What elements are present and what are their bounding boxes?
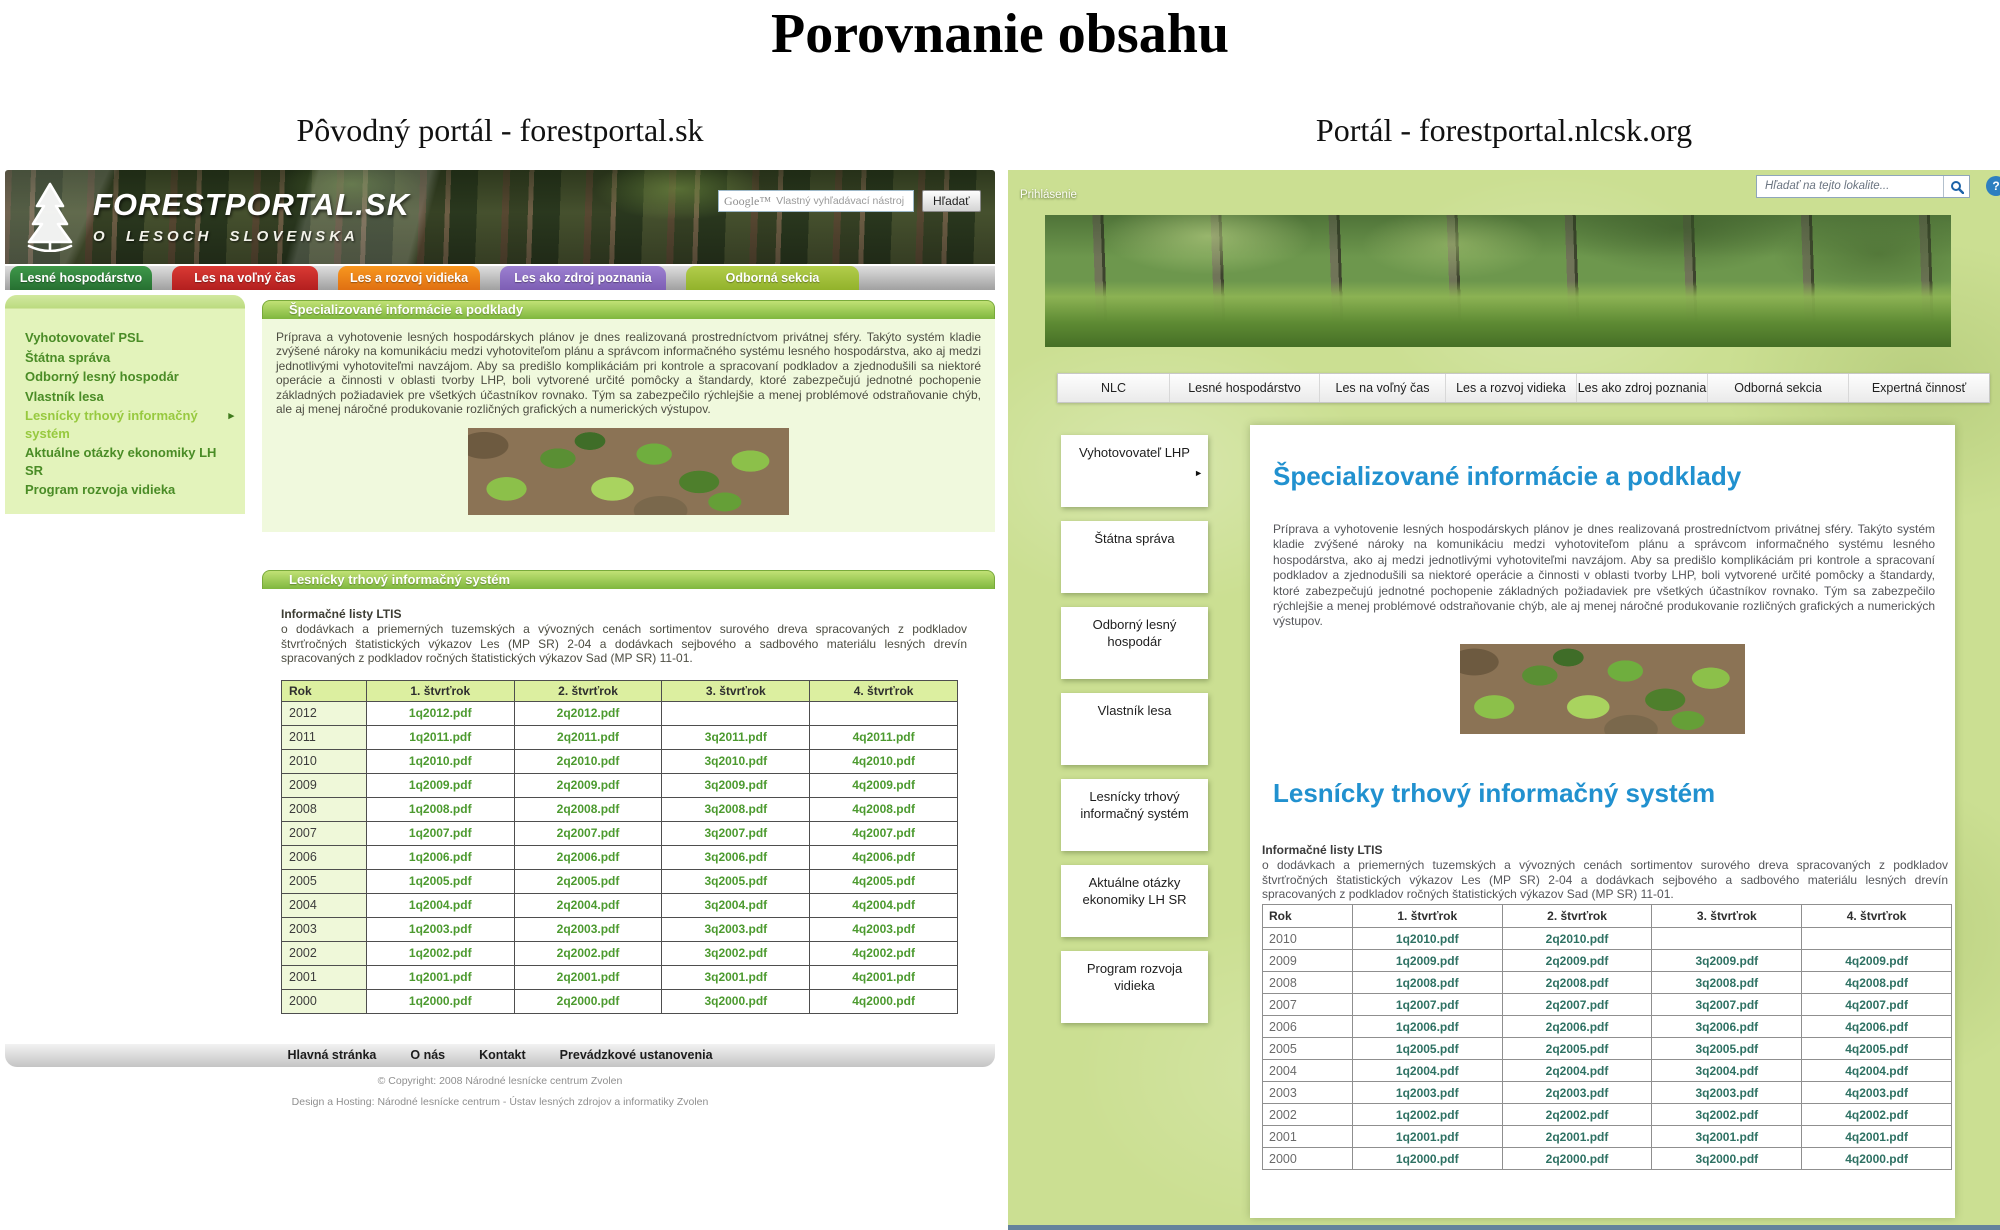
pdf-link[interactable]: 3q2004.pdf [1652, 1060, 1802, 1082]
pdf-link[interactable]: 4q2008.pdf [1802, 972, 1952, 994]
sidebar-box-aktualne-otazky[interactable]: Aktuálne otázky ekonomiky LH SR [1061, 865, 1208, 937]
year-cell: 2005 [1263, 1038, 1353, 1060]
left-section2-header: Lesnícky trhový informačný systém [262, 570, 995, 589]
sidebar-box-vlastnik-lesa[interactable]: Vlastník lesa [1061, 693, 1208, 765]
pdf-link[interactable]: 1q2010.pdf [366, 749, 514, 773]
pdf-link[interactable]: 3q2002.pdf [1652, 1104, 1802, 1126]
pdf-link[interactable]: 2q2010.pdf [514, 749, 662, 773]
ltis-heading: Informačné listy LTIS [1262, 842, 1383, 857]
table-row [1263, 1148, 1952, 1170]
year-cell: 2002 [1263, 1104, 1353, 1126]
copyright-line: © Copyright: 2008 Národné lesnícke centrum Zvolen [377, 1074, 623, 1087]
pdf-link[interactable]: 1q2008.pdf [366, 797, 514, 821]
pdf-link[interactable]: 3q2010.pdf [662, 749, 810, 773]
right-tab-les-na-volny-cas[interactable]: Les na voľný čas [1320, 374, 1446, 402]
pdf-link[interactable]: 3q2007.pdf [662, 821, 810, 845]
year-cell: 2000 [282, 989, 367, 1013]
left-tab-odborna-sekcia[interactable]: Odborná sekcia [686, 266, 859, 290]
left-ltis-table [281, 680, 958, 1014]
left-main-nav [5, 266, 995, 290]
page-title: Porovnanie obsahu [771, 3, 1229, 65]
pdf-link[interactable]: 2q2003.pdf [514, 917, 662, 941]
left-search-button[interactable]: Hľadať [922, 190, 981, 212]
pdf-link[interactable]: 3q2009.pdf [662, 773, 810, 797]
forestportal-sk-screenshot [5, 170, 995, 1109]
pdf-link[interactable]: 1q2003.pdf [366, 917, 514, 941]
search-icon[interactable] [1943, 176, 1969, 197]
right-section2-heading: Lesnícky trhový informačný systém [1273, 777, 1716, 808]
pdf-link[interactable]: 1q2002.pdf [1352, 1104, 1502, 1126]
table-row [1263, 950, 1952, 972]
col-header-rok: Rok [1263, 905, 1353, 928]
pdf-link[interactable]: 1q2005.pdf [1352, 1038, 1502, 1060]
pdf-link[interactable]: 1q2001.pdf [366, 965, 514, 989]
year-cell: 2001 [1263, 1126, 1353, 1148]
table-row [282, 965, 958, 989]
header-row [1263, 905, 1952, 928]
col-header-rok: Rok [282, 680, 367, 701]
right-tab-odborna-sekcia[interactable]: Odborná sekcia [1708, 374, 1849, 402]
pdf-link[interactable]: 4q2003.pdf [810, 917, 958, 941]
pdf-link[interactable]: 4q2009.pdf [810, 773, 958, 797]
year-cell: 2000 [1263, 1148, 1353, 1170]
sidebar-item-odborny-lesny-hospodar[interactable]: Odborný lesný hospodár [25, 369, 179, 384]
year-cell: 2007 [1263, 994, 1353, 1016]
pdf-link[interactable] [1802, 928, 1952, 950]
pdf-link[interactable]: 2q2011.pdf [514, 725, 662, 749]
pdf-link[interactable]: 2q2000.pdf [514, 989, 662, 1013]
leaves-photo [468, 428, 789, 515]
sidebar-box-program-rozvoja-vidieka[interactable]: Program rozvoja vidieka [1061, 951, 1208, 1023]
pdf-link[interactable]: 4q2001.pdf [810, 965, 958, 989]
table-row [1263, 994, 1952, 1016]
table-row [282, 821, 958, 845]
left-table-body [282, 701, 958, 1013]
sidebar-item-statna-sprava[interactable]: Štátna správa [25, 349, 111, 365]
table-row [282, 893, 958, 917]
pdf-link[interactable]: 1q2002.pdf [366, 941, 514, 965]
pdf-link[interactable]: 2q2007.pdf [1502, 994, 1652, 1016]
pdf-link[interactable]: 1q2006.pdf [366, 845, 514, 869]
year-cell: 2003 [1263, 1082, 1353, 1104]
pdf-link[interactable]: 3q2000.pdf [662, 989, 810, 1013]
pdf-link[interactable]: 4q2005.pdf [810, 869, 958, 893]
pdf-link[interactable]: 3q2009.pdf [1652, 950, 1802, 972]
right-tab-les-ako-zdroj-poznania[interactable]: Les ako zdroj poznania [1577, 374, 1708, 402]
right-search [1756, 175, 1970, 198]
right-intro-paragraph: Príprava a vyhotovenie lesných hospodárskych plánov je dnes realizovaná prostredníctvom privátnej sféry. Takýto systém kladie zvýšené nároky na komunikáciu medzi vyhotoviteľom plánu a správcom informačného systému lesného hospodárstva, ako aj medzi jednotlivými vyhotoviteľmi navzájom. Aby sa predišlo komplikáciám pri kontrole a spracovaní podkladov a zjednodušili sa niektoré operácie a činnosti v oblasti tvorby LHP, boli vytvorené určité pomôcky a štandardy, ktoré zabezpečujú jednotné pochopenie základných požiadaviek pre všetkých účastníkov rovnako. Tým sa zabezpečilo rýchlejšie a menej problémové odstraňovanie chýb, ale aj menej náročné produkovanie rozličných grafických a numerických výstupov. [1273, 522, 1935, 629]
pdf-link[interactable]: 1q2004.pdf [366, 893, 514, 917]
left-tab-les-a-rozvoj-vidieka[interactable]: Les a rozvoj vidieka [338, 266, 480, 290]
pdf-link[interactable]: 1q2001.pdf [1352, 1126, 1502, 1148]
pdf-link[interactable]: 2q2002.pdf [514, 941, 662, 965]
header-row [282, 680, 958, 701]
table-row [1263, 928, 1952, 950]
submenu-arrow-icon: ► [1194, 468, 1203, 478]
year-cell: 2003 [282, 917, 367, 941]
pdf-link[interactable]: 4q2006.pdf [810, 845, 958, 869]
col-header-q4: 4. štvrťrok [810, 680, 958, 701]
pdf-link[interactable]: 1q2009.pdf [366, 773, 514, 797]
year-cell: 2009 [282, 773, 367, 797]
pdf-link[interactable]: 3q2007.pdf [1652, 994, 1802, 1016]
pdf-link[interactable]: 2q2009.pdf [514, 773, 662, 797]
sidebar-item-vlastnik-lesa[interactable]: Vlastník lesa [25, 388, 104, 404]
pdf-link[interactable]: 4q2004.pdf [810, 893, 958, 917]
pdf-link[interactable]: 2q2003.pdf [1502, 1082, 1652, 1104]
table-row [1263, 1038, 1952, 1060]
pdf-link[interactable]: 4q2001.pdf [1802, 1126, 1952, 1148]
year-cell: 2008 [1263, 972, 1353, 994]
left-tab-lesne-hospodarstvo[interactable]: Lesné hospodárstvo [10, 266, 152, 290]
table-row [282, 797, 958, 821]
pdf-link[interactable]: 3q2001.pdf [662, 965, 810, 989]
pdf-link[interactable]: 3q2011.pdf [662, 725, 810, 749]
pdf-link[interactable]: 4q2007.pdf [810, 821, 958, 845]
year-cell: 2010 [1263, 928, 1353, 950]
col-header-q4: 4. štvrťrok [1802, 905, 1952, 928]
pdf-link[interactable] [1652, 928, 1802, 950]
pdf-link[interactable]: 3q2004.pdf [662, 893, 810, 917]
ltis-description: o dodávkach a priemerných tuzemských a vývozných cenách sortimentov surového dreva spracovaných z podkladov štvrťročných štatistických výkazov Les (MP SR) 2-04 a dodávkach sejbového a sadbového materiálu lesných drevín spracovaných z podkladov ročných štatistických výkazov Sad (MP SR) 11-01. [1262, 857, 1948, 902]
google-brand-label: Google™ [724, 193, 772, 208]
design-hosting-line: Design a Hosting: Národné lesnícke centrum - Ústav lesných zdrojov a informatiky Zvolen [291, 1095, 709, 1108]
sidebar-box-label: Vyhotovovateľ LHP [1079, 445, 1190, 460]
pdf-link[interactable]: 1q2005.pdf [366, 869, 514, 893]
left-section1-panel [262, 319, 995, 532]
pdf-link[interactable]: 2q2004.pdf [514, 893, 662, 917]
pdf-link[interactable]: 4q2002.pdf [1802, 1104, 1952, 1126]
pdf-link[interactable]: 1q2007.pdf [1352, 994, 1502, 1016]
pdf-link[interactable]: 4q2009.pdf [1802, 950, 1952, 972]
left-section1-header: Špecializované informácie a podklady [262, 300, 995, 319]
sidebar-box-statna-sprava[interactable]: Štátna správa [1061, 521, 1208, 593]
pdf-link[interactable]: 4q2004.pdf [1802, 1060, 1952, 1082]
logo-subtitle: O LESOCH SLOVENSKA [93, 228, 359, 245]
pdf-link[interactable]: 3q2006.pdf [1652, 1016, 1802, 1038]
right-tab-nlc[interactable]: NLC [1058, 374, 1170, 402]
pdf-link[interactable]: 1q2012.pdf [366, 701, 514, 725]
right-sidebar [1061, 435, 1208, 1037]
right-section1-heading: Špecializované informácie a podklady [1273, 461, 1742, 491]
left-body [5, 295, 995, 1014]
pdf-link[interactable]: 1q2010.pdf [1352, 928, 1502, 950]
right-search-input[interactable]: Hľadať na tejto lokalite... [1765, 180, 1890, 192]
right-content [1250, 425, 1955, 1218]
pdf-link[interactable]: 2q2010.pdf [1502, 928, 1652, 950]
forestportal-logo [21, 180, 410, 252]
right-main-nav [1057, 373, 1990, 403]
table-row [282, 989, 958, 1013]
left-footer [5, 1044, 995, 1067]
pdf-link[interactable]: 3q2008.pdf [1652, 972, 1802, 994]
table-row [282, 749, 958, 773]
col-header-q1: 1. štvrťrok [1352, 905, 1502, 928]
ltis-description: o dodávkach a priemerných tuzemských a vývozných cenách sortimentov surového dreva spracovaných z podkladov štvrťročných štatistických výkazov Les (MP SR) 2-04 a dodávkach sejbového a sadbového materiálu lesných drevín spracovaných z podkladov ročných štatistických výkazov Sad (MP SR) 11-01. [281, 622, 967, 666]
year-cell: 2011 [282, 725, 367, 749]
pdf-link[interactable] [662, 701, 810, 725]
pdf-link[interactable]: 4q2000.pdf [810, 989, 958, 1013]
pdf-link[interactable]: 3q2003.pdf [662, 917, 810, 941]
table-row [282, 869, 958, 893]
login-link[interactable]: Prihlásenie [1020, 189, 1077, 201]
sidebar-item-label: Lesnícky trhový informačný systém [25, 408, 198, 441]
table-row [282, 773, 958, 797]
left-tab-les-ako-zdroj-poznania[interactable]: Les ako zdroj poznania [500, 266, 666, 290]
sidebar-item-vyhotovovatel-psl[interactable]: Vyhotovovateľ PSL [25, 330, 144, 345]
col-header-q3: 3. štvrťrok [1652, 905, 1802, 928]
right-ltis-table [1262, 904, 1952, 1170]
col-header-q3: 3. štvrťrok [662, 680, 810, 701]
year-cell: 2009 [1263, 950, 1353, 972]
pdf-link[interactable]: 4q2000.pdf [1802, 1148, 1952, 1170]
sidebar-box-vyhotovovatel-lhp[interactable] [1061, 435, 1208, 507]
pdf-link[interactable]: 1q2009.pdf [1352, 950, 1502, 972]
left-search-placeholder: Vlastný vyhľadávací nástroj [776, 195, 905, 207]
left-header-banner [5, 170, 995, 264]
table-row [1263, 972, 1952, 994]
pdf-link[interactable]: 2q2008.pdf [514, 797, 662, 821]
sidebar-item-aktualne-otazky[interactable]: Aktuálne otázky ekonomiky LH SR [25, 445, 217, 478]
pdf-link[interactable]: 1q2007.pdf [366, 821, 514, 845]
table-row [1263, 1082, 1952, 1104]
table-row [282, 845, 958, 869]
footer-link-hlavna-stranka[interactable]: Hlavná stránka [287, 1048, 377, 1063]
right-portal-subtitle: Portál - forestportal.nlcsk.org [1315, 112, 1693, 148]
pdf-link[interactable]: 1q2003.pdf [1352, 1082, 1502, 1104]
table-row [1263, 1104, 1952, 1126]
pdf-link[interactable]: 1q2006.pdf [1352, 1016, 1502, 1038]
pdf-link[interactable]: 3q2003.pdf [1652, 1082, 1802, 1104]
sidebar-box-odborny-lesny-hospodar[interactable]: Odborný lesný hospodár [1061, 607, 1208, 679]
pdf-link[interactable]: 1q2000.pdf [366, 989, 514, 1013]
pdf-link[interactable]: 3q2006.pdf [662, 845, 810, 869]
left-ltis-section [262, 589, 995, 1014]
pdf-link[interactable]: 2q2008.pdf [1502, 972, 1652, 994]
col-header-q1: 1. štvrťrok [366, 680, 514, 701]
pdf-link[interactable]: 4q2008.pdf [810, 797, 958, 821]
footer-link-kontakt[interactable]: Kontakt [479, 1048, 526, 1063]
pdf-link[interactable]: 4q2010.pdf [810, 749, 958, 773]
left-search-area [718, 190, 981, 212]
pdf-link[interactable]: 2q2009.pdf [1502, 950, 1652, 972]
table-row [282, 941, 958, 965]
pdf-link[interactable]: 2q2007.pdf [514, 821, 662, 845]
sidebar-box-lesnicky-trhovy-system[interactable]: Lesnícky trhový informačný systém [1061, 779, 1208, 851]
left-content [262, 295, 995, 1014]
right-tab-lesne-hospodarstvo[interactable]: Lesné hospodárstvo [1170, 374, 1320, 402]
right-tab-les-a-rozvoj-vidieka[interactable]: Les a rozvoj vidieka [1446, 374, 1577, 402]
pdf-link[interactable]: 4q2011.pdf [810, 725, 958, 749]
year-cell: 2006 [1263, 1016, 1353, 1038]
pdf-link[interactable] [810, 701, 958, 725]
col-header-q2: 2. štvrťrok [1502, 905, 1652, 928]
pdf-link[interactable]: 3q2008.pdf [662, 797, 810, 821]
footer-link-o-nas[interactable]: O nás [410, 1048, 446, 1063]
pdf-link[interactable]: 2q2006.pdf [514, 845, 662, 869]
footer-link-prevadzkove-ustanovenia[interactable]: Prevádzkové ustanovenia [559, 1048, 713, 1063]
year-cell: 2005 [282, 869, 367, 893]
year-cell: 2001 [282, 965, 367, 989]
pdf-link[interactable]: 3q2000.pdf [1652, 1148, 1802, 1170]
year-cell: 2004 [282, 893, 367, 917]
pdf-link[interactable]: 2q2001.pdf [1502, 1126, 1652, 1148]
table-row [282, 917, 958, 941]
right-table-body [1263, 928, 1952, 1170]
pine-tree-icon [21, 180, 79, 252]
bottom-strip [1008, 1225, 2000, 1230]
pdf-link[interactable]: 2q2000.pdf [1502, 1148, 1652, 1170]
year-cell: 2006 [282, 845, 367, 869]
year-cell: 2008 [282, 797, 367, 821]
left-search-input[interactable] [718, 190, 914, 212]
logo-title: FORESTPORTAL.SK [93, 187, 410, 222]
pdf-link[interactable]: 3q2001.pdf [1652, 1126, 1802, 1148]
pdf-link[interactable]: 4q2005.pdf [1802, 1038, 1952, 1060]
pdf-link[interactable]: 4q2007.pdf [1802, 994, 1952, 1016]
leaves-photo [1460, 644, 1745, 734]
submenu-arrow-icon: ▸ [228, 410, 234, 422]
forestportal-nlcsk-screenshot [1008, 170, 2000, 1230]
pdf-link[interactable]: 3q2002.pdf [662, 941, 810, 965]
left-table-head [282, 680, 958, 701]
year-cell: 2007 [282, 821, 367, 845]
pdf-link[interactable]: 1q2011.pdf [366, 725, 514, 749]
left-intro-paragraph: Príprava a vyhotovenie lesných hospodárskych plánov je dnes realizovaná prostredníctvom privátnej sféry. Takýto systém kladie zvýšené nároky na komunikáciu medzi vyhotoviteľom plánu a správcom informačného systému lesného hospodárstva, ako aj medzi jednotlivými vyhotoviteľmi navzájom. Aby sa predišlo komplikáciám pri kontrole a spracovaní podkladov a zjednodušili sa niektoré operácie a činnosti v oblasti tvorby LHP, boli vytvorené určité pomôcky a štandardy, ktoré zabezpečujú jednotné pochopenie základných požiadaviek pre všetkých účastníkov rovnako. Tým sa zabezpečilo rýchlejšie a menej problémové odstraňovanie chýb, ale aj menej náročné produkovanie rozličných grafických a numerických výstupov. [276, 330, 981, 417]
pdf-link[interactable]: 4q2003.pdf [1802, 1082, 1952, 1104]
table-row [282, 725, 958, 749]
pdf-link[interactable]: 1q2004.pdf [1352, 1060, 1502, 1082]
year-cell: 2004 [1263, 1060, 1353, 1082]
right-header-banner [1045, 215, 1951, 347]
pdf-link[interactable]: 2q2005.pdf [1502, 1038, 1652, 1060]
help-icon[interactable]: ? [1986, 176, 2000, 196]
col-header-q2: 2. štvrťrok [514, 680, 662, 701]
pdf-link[interactable]: 4q2002.pdf [810, 941, 958, 965]
left-sidebar [5, 295, 245, 514]
table-row [1263, 1126, 1952, 1148]
pdf-link[interactable]: 2q2006.pdf [1502, 1016, 1652, 1038]
left-portal-subtitle: Pôvodný portál - forestportal.sk [296, 112, 704, 148]
pdf-link[interactable]: 2q2002.pdf [1502, 1104, 1652, 1126]
table-row [282, 701, 958, 725]
pdf-link[interactable]: 4q2006.pdf [1802, 1016, 1952, 1038]
pdf-link[interactable]: 3q2005.pdf [1652, 1038, 1802, 1060]
right-table-head [1263, 905, 1952, 928]
table-row [1263, 1060, 1952, 1082]
pdf-link[interactable]: 2q2012.pdf [514, 701, 662, 725]
year-cell: 2012 [282, 701, 367, 725]
year-cell: 2010 [282, 749, 367, 773]
logo-text [93, 180, 410, 245]
ltis-heading: Informačné listy LTIS [281, 607, 402, 622]
year-cell: 2002 [282, 941, 367, 965]
pdf-link[interactable]: 2q2005.pdf [514, 869, 662, 893]
pdf-link[interactable]: 2q2001.pdf [514, 965, 662, 989]
left-sidebar-box [5, 295, 245, 514]
pdf-link[interactable]: 1q2000.pdf [1352, 1148, 1502, 1170]
spacer [262, 532, 995, 570]
sidebar-item-program-rozvoja-vidieka[interactable]: Program rozvoja vidieka [25, 482, 176, 497]
pdf-link[interactable]: 3q2005.pdf [662, 869, 810, 893]
table-row [1263, 1016, 1952, 1038]
pdf-link[interactable]: 2q2004.pdf [1502, 1060, 1652, 1082]
left-tab-les-na-volny-cas[interactable]: Les na voľný čas [172, 266, 318, 290]
right-tab-expertna-cinnost[interactable]: Expertná činnosť [1871, 381, 1967, 395]
sidebar-item-lesnicky-trhovy-system[interactable] [5, 406, 245, 443]
pdf-link[interactable]: 1q2008.pdf [1352, 972, 1502, 994]
